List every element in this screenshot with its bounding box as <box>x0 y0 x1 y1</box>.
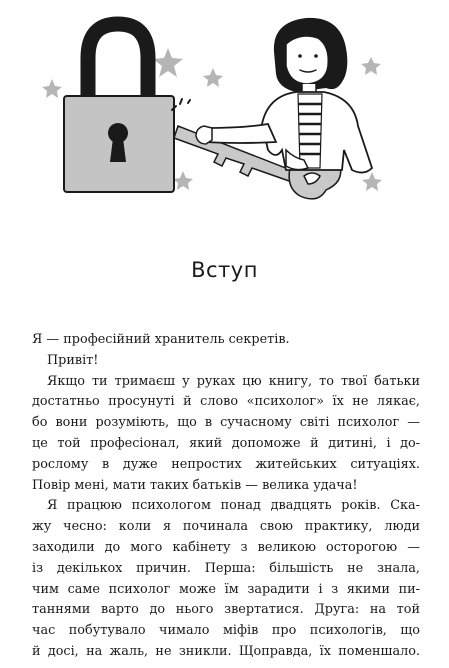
body-text <box>32 330 420 663</box>
chapter-title: Вступ <box>191 258 258 282</box>
text-line: це той професіонал, який допоможе й дитині, і до- <box>32 435 420 451</box>
text-line: Я — професійний хранитель секретів. <box>32 332 290 347</box>
text-line: рослому в дуже непростих житейських ситуаціях. <box>32 456 420 472</box>
text-line: й досі, на жаль, не зникли. Щоправда, їх поменшало. <box>32 643 420 659</box>
illustration-lock-key-girl <box>0 0 449 225</box>
text-line: бо вони розуміють, що в сучасному світі психолог — <box>32 415 420 431</box>
text-line: Я працюю психологом понад двадцять років. Ска- <box>47 498 420 514</box>
star-icon <box>153 48 183 77</box>
text-line: час побутувало чимало міфів про психологів, що <box>32 623 420 639</box>
star-icon <box>42 79 62 98</box>
text-line: Привіт! <box>47 352 99 368</box>
star-icon <box>203 68 223 87</box>
text-line: чим саме психолог може їм зарадити і з якими пи- <box>32 581 420 597</box>
star-icon <box>362 172 382 191</box>
text-line: таннями варто до нього звертатися. Друга: на той <box>32 602 420 618</box>
star-icon <box>361 57 381 75</box>
text-line: жу чесно: коли я починала свою практику, люди <box>32 519 420 535</box>
text-line: Якщо ти тримаєш у руках цю книгу, то твої батьки <box>47 373 420 389</box>
padlock-icon <box>64 24 174 192</box>
star-icon <box>173 171 193 190</box>
text-line: із декількох причин. Перша: більшість не знала, <box>32 560 420 576</box>
text-line: заходили до мого кабінету з великою осторогою — <box>32 539 420 555</box>
text-line: Повір мені, мати таких батьків — велика удача! <box>32 477 358 493</box>
text-line: достатньо просунуті й слово «психолог» їх не лякає, <box>32 394 420 410</box>
